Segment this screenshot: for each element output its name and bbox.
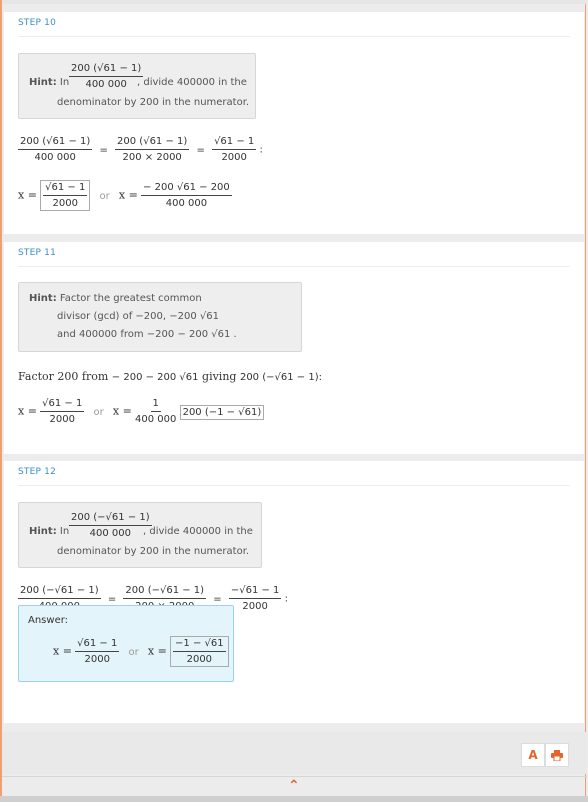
hint-text: and 400000 from −200 − 200 √61 . — [57, 329, 237, 340]
answer-row: x = $\frac{√61 - 1}{2000}$ or x = $\frac{-1 - √61}{2000}$ — [53, 636, 229, 667]
step-10 — [4, 12, 584, 234]
print-icon — [551, 750, 563, 761]
divider — [2, 776, 587, 777]
hint-text: denominator by 200 in the numerator. — [57, 546, 250, 557]
step-title: STEP 11 — [18, 248, 57, 258]
step-title: STEP 10 — [18, 18, 57, 28]
divider — [18, 485, 570, 486]
chevron-up-icon[interactable]: ⌃ — [288, 778, 300, 794]
hint-fraction: $\frac{200 (-√61 - 1)}{400 000}$ — [71, 512, 150, 539]
font-icon: A — [528, 748, 538, 762]
hint-text: In — [59, 77, 70, 88]
print-button[interactable] — [545, 743, 569, 767]
hint-text: , divide 400000 in the — [143, 526, 253, 537]
divider — [18, 36, 570, 37]
step-11 — [4, 242, 584, 454]
equation-row: 200 (−√61 − 1) = 200 (−√61 − 1) = $\frac{-√61 - 1}{2000}$ : — [20, 585, 288, 612]
hint-box — [18, 282, 302, 352]
hint-label: Hint: — [29, 526, 57, 537]
result-row: x = $\frac{√61 - 1}{2000}$ or x = $\frac{- 200 √61 - 200}{400 000}$ — [18, 182, 230, 209]
bottom-toolbar — [2, 732, 587, 774]
hint-fraction: $\frac{200 (√61 - 1)}{400 000}$ — [71, 63, 142, 90]
hint-text: , divide 400000 in the — [137, 77, 247, 88]
factor-text: Factor 200 from − 200 − 200 √61 giving 200 (−√61 − 1): — [18, 370, 322, 383]
result-row: x = $\frac{√61 - 1}{2000}$ or x = $\frac{1}{400 000}$ 200 (−1 − √61) — [18, 398, 264, 425]
hint-text: Factor the greatest common — [59, 293, 202, 304]
hint-text: denominator by 200 in the numerator. — [57, 97, 250, 108]
divider — [18, 266, 570, 267]
hint-label: Hint: — [29, 77, 57, 88]
top-strip — [2, 0, 587, 4]
hint-label: Hint: — [29, 293, 57, 304]
font-size-button[interactable] — [521, 743, 545, 767]
answer-label: Answer: — [28, 615, 69, 626]
bottom-shade — [0, 796, 588, 802]
step-title: STEP 12 — [18, 467, 57, 477]
hint-text: divisor (gcd) of −200, −200 √61 — [57, 311, 219, 322]
equation-row: $\frac{200 (√61 - 1)}{400 000}$ = $\frac{200 (√61 - 1)}{200 \times 2000}$ = $\frac{√61 - 1}{2000}$ : — [20, 136, 263, 163]
step-12 — [4, 461, 584, 723]
hint-box — [18, 53, 256, 119]
hint-box — [18, 502, 262, 568]
hint-text: In — [59, 526, 70, 537]
answer-box — [18, 605, 234, 682]
